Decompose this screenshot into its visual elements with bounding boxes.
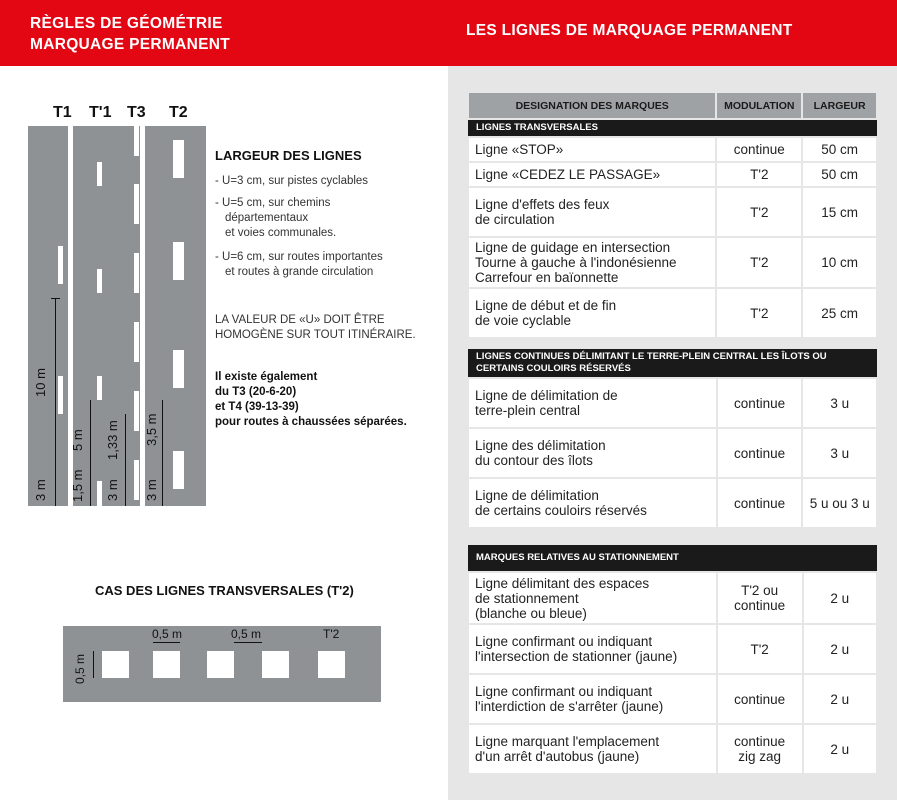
designation-cell: Ligne de délimitation de certains couloirs réservés	[468, 478, 717, 528]
dash-t3	[134, 126, 139, 156]
t-prime-2-label: T'2	[323, 627, 340, 641]
square-height-label: 0,5 m	[73, 653, 87, 684]
transversal-square	[318, 651, 345, 678]
dim-line-10m	[55, 298, 56, 506]
gap-width-label: 0,5 m	[231, 627, 262, 641]
largeur-cell: 3 u	[802, 378, 877, 428]
largeur-cell: 25 cm	[802, 288, 877, 338]
modulation-cell: T'2	[716, 187, 802, 237]
header-right-title: LES LIGNES DE MARQUAGE PERMANENT	[466, 22, 793, 39]
dash-t1	[58, 376, 63, 414]
modulation-cell: T'2	[717, 624, 803, 674]
dim-label-1-5m: 1,5 m	[70, 469, 85, 502]
header-designation: DESIGNATION DES MARQUES	[468, 92, 716, 119]
designation-cell: Ligne de guidage en intersection Tourne à gauche à l'indonésienne Carrefour en baïonnette	[468, 237, 716, 288]
designation-cell: Ligne d'effets des feux de circulation	[468, 187, 716, 237]
column-label-t1: T1	[53, 104, 72, 121]
largeur-cell: 50 cm	[802, 162, 877, 187]
dash-t-prime-1	[97, 376, 102, 400]
header-banner	[0, 0, 897, 66]
designation-cell: Ligne «CEDEZ LE PASSAGE»	[468, 162, 716, 187]
modulation-cell: continue	[717, 478, 803, 528]
dash-t-prime-1	[97, 481, 102, 506]
dim-label-3m: 3 m	[33, 479, 48, 501]
section-title: LIGNES CONTINUES DÉLIMITANT LE TERRE-PLEIN CENTRAL LES ÎLOTS OU CERTAINS COULOIRS RÉSERVÉS	[468, 349, 877, 378]
line-width-item: - U=6 cm, sur routes importantes et routes à grande circulation	[215, 251, 383, 278]
column-label-t2: T2	[169, 104, 188, 121]
homogeneity-note: LA VALEUR DE «U» DOIT ÊTRE HOMOGÈNE SUR TOUT ITINÉRAIRE.	[215, 314, 416, 341]
parking-lines-table	[467, 545, 878, 775]
largeur-cell: 2 u	[803, 724, 878, 774]
designation-cell: Ligne confirmant ou indiquant l'intersection de stationner (jaune)	[468, 624, 717, 674]
section-title: MARQUES RELATIVES AU STATIONNEMENT	[468, 545, 877, 572]
largeur-cell: 5 u ou 3 u	[802, 478, 877, 528]
line-width-title: LARGEUR DES LIGNES	[215, 148, 362, 163]
modulation-cell: continue	[717, 378, 803, 428]
dim-label-5m: 5 m	[70, 429, 85, 451]
dash-t2	[173, 242, 184, 280]
dash-t3	[134, 322, 139, 362]
other-lines-note: Il existe également du T3 (20-6-20) et T4 (39-13-39) pour routes à chaussées séparées.	[215, 371, 407, 428]
dash-t3	[134, 460, 139, 500]
modulation-cell: T'2 ou continue	[717, 572, 803, 624]
line-width-item: - U=5 cm, sur chemins départementaux et voies communales.	[215, 197, 337, 239]
header-modulation: MODULATION	[716, 92, 802, 119]
dim-label-3m: 3 m	[105, 479, 120, 501]
transversal-lines-table	[467, 91, 878, 339]
largeur-cell: 10 cm	[802, 237, 877, 288]
largeur-cell: 50 cm	[802, 137, 877, 162]
dash-t3	[134, 253, 139, 293]
modulation-cell: T'2	[716, 237, 802, 288]
transversal-square	[153, 651, 180, 678]
designation-cell: Ligne marquant l'emplacement d'un arrêt d'autobus (jaune)	[468, 724, 717, 774]
largeur-cell: 15 cm	[802, 187, 877, 237]
dim-label-10m: 10 m	[33, 368, 48, 397]
dash-t3	[134, 184, 139, 224]
largeur-cell: 2 u	[803, 572, 878, 624]
transversal-square	[102, 651, 129, 678]
dash-t2	[173, 451, 184, 489]
square-width-label: 0,5 m	[152, 627, 183, 641]
dim-line-1-33m	[125, 414, 126, 506]
largeur-cell: 3 u	[802, 428, 877, 478]
header-largeur: LARGEUR	[802, 92, 877, 119]
dim-label-3-5m: 3,5 m	[144, 413, 159, 446]
modulation-cell: continue	[716, 137, 802, 162]
section-title: LIGNES TRANSVERSALES	[468, 119, 877, 137]
designation-cell: Ligne des délimitation du contour des îlots	[468, 428, 717, 478]
modulation-cell: continue	[717, 428, 803, 478]
column-label-t-prime-1: T'1	[89, 104, 112, 121]
designation-cell: Ligne confirmant ou indiquant l'interdiction de s'arrêter (jaune)	[468, 674, 717, 724]
dash-t-prime-1	[97, 162, 102, 186]
dim-line-5m	[90, 400, 91, 506]
transversal-square	[262, 651, 289, 678]
modulation-cell: T'2	[716, 162, 802, 187]
designation-cell: Ligne de début et de fin de voie cyclable	[468, 288, 716, 338]
dim-line-3-5m	[162, 400, 163, 506]
designation-cell: Ligne «STOP»	[468, 137, 716, 162]
continuous-lines-table	[467, 349, 878, 529]
dim-label-3m: 3 m	[144, 479, 159, 501]
designation-cell: Ligne de délimitation de terre-plein central	[468, 378, 717, 428]
largeur-cell: 2 u	[803, 674, 878, 724]
designation-cell: Ligne délimitant des espaces de stationnement (blanche ou bleue)	[468, 572, 717, 624]
road-divider	[140, 126, 145, 506]
modulation-cell: continue	[717, 674, 803, 724]
largeur-cell: 2 u	[803, 624, 878, 674]
modulation-cell: T'2	[716, 288, 802, 338]
dash-t-prime-1	[97, 269, 102, 293]
modulation-cell: continue zig zag	[717, 724, 803, 774]
dash-t3	[134, 391, 139, 431]
header-left-title: RÈGLES DE GÉOMÉTRIE MARQUAGE PERMANENT	[30, 15, 231, 53]
line-width-item: - U=3 cm, sur pistes cyclables	[215, 175, 369, 187]
dim-label-1-33m: 1,33 m	[105, 420, 120, 460]
dash-t1	[58, 246, 63, 284]
transversal-case-title: CAS DES LIGNES TRANSVERSALES (T'2)	[95, 583, 354, 598]
dash-t2	[173, 140, 184, 178]
transversal-square	[207, 651, 234, 678]
column-label-t3: T3	[127, 104, 146, 121]
dash-t2	[173, 350, 184, 388]
